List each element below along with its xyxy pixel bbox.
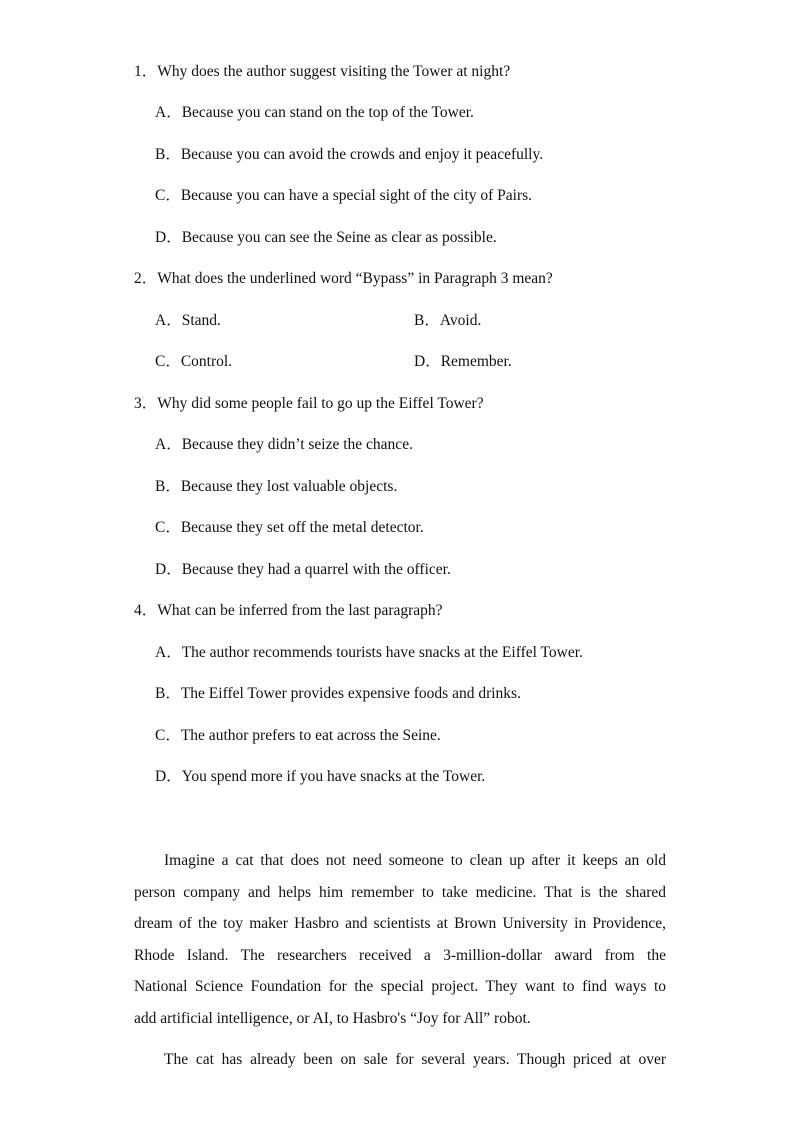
question-2-option-a: A．Stand. xyxy=(155,312,221,329)
question-4-stem: 4．What can be inferred from the last paragraph? xyxy=(134,602,443,619)
question-2-stem: 2．What does the underlined word “Bypass” in Paragraph 3 mean? xyxy=(134,270,553,287)
passage-line: add artificial intelligence, or AI, to Hasbro's “Joy for All” robot. xyxy=(134,1009,531,1027)
question-3-option-b: B．Because they lost valuable objects. xyxy=(155,478,398,495)
passage-line: Imagine a cat that does not need someone to clean up after it keeps an old xyxy=(164,852,666,869)
question-1-option-c: C．Because you can have a special sight of the city of Pairs. xyxy=(155,187,533,204)
passage-line: Rhode Island. The researchers received a 3-million-dollar award from the xyxy=(134,946,666,964)
question-4-option-b: B．The Eiffel Tower provides expensive foods and drinks. xyxy=(155,685,521,702)
question-1-option-a: A．Because you can stand on the top of the Tower. xyxy=(155,104,474,121)
question-1-option-b: B．Because you can avoid the crowds and enjoy it peacefully. xyxy=(155,146,544,163)
passage-line: person company and helps him remember to take medicine. That is the shared xyxy=(134,883,666,901)
passage-line: National Science Foundation for the special project. They want to find ways to xyxy=(134,978,666,996)
question-3-option-c: C．Because they set off the metal detector. xyxy=(155,519,424,536)
question-4-option-a: A．The author recommends tourists have snacks at the Eiffel Tower. xyxy=(155,644,583,661)
question-2-option-c: C．Control. xyxy=(155,353,233,370)
question-3-option-d: D．Because they had a quarrel with the officer. xyxy=(155,561,451,578)
question-4-option-d: D．You spend more if you have snacks at the Tower. xyxy=(155,768,486,785)
question-4-option-c: C．The author prefers to eat across the Seine. xyxy=(155,727,441,744)
passage-line: dream of the toy maker Hasbro and scientists at Brown University in Providence, xyxy=(134,915,666,933)
passage-paragraph-1 xyxy=(134,845,666,1035)
passage-paragraph-2 xyxy=(134,1044,666,1076)
question-3-option-a: A．Because they didn’t seize the chance. xyxy=(155,436,413,453)
question-3-stem: 3．Why did some people fail to go up the Eiffel Tower? xyxy=(134,395,484,412)
question-1-stem: 1．Why does the author suggest visiting the Tower at night? xyxy=(134,63,511,80)
question-1-option-d: D．Because you can see the Seine as clear as possible. xyxy=(155,229,497,246)
passage-line: The cat has already been on sale for several years. Though priced at over xyxy=(164,1051,666,1068)
question-2-option-d: D．Remember. xyxy=(414,353,512,370)
question-2-option-b: B．Avoid. xyxy=(414,312,482,329)
